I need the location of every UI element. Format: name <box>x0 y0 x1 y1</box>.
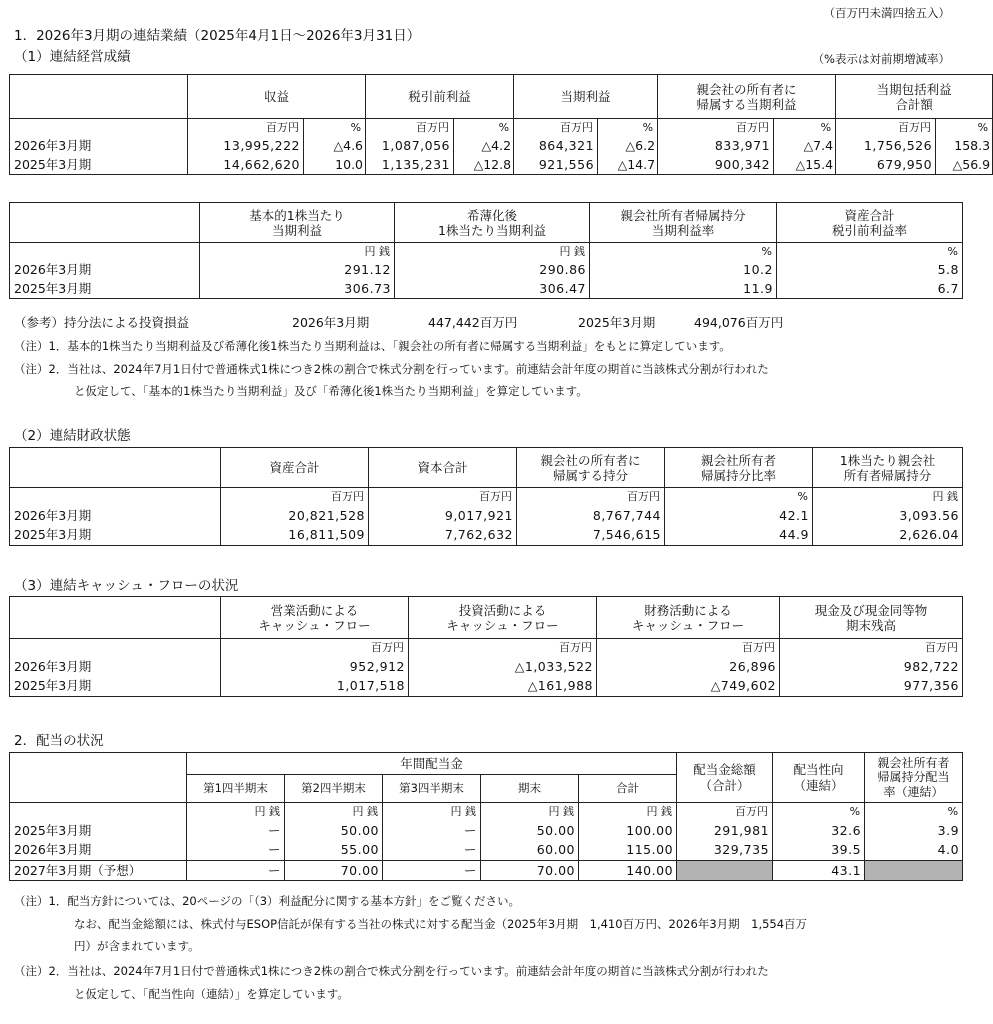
unit-cell: 百万円 <box>780 639 963 657</box>
row-label: 2025年3月期 <box>10 280 200 299</box>
unit-cell: 百万円 <box>677 803 773 821</box>
unit-cell: % <box>777 243 963 261</box>
unit-cell: 円 銭 <box>383 803 481 821</box>
unit-cell: 百万円 <box>221 488 369 506</box>
cell: 7,762,632 <box>369 526 517 546</box>
cell: 900,342 <box>658 156 774 175</box>
header-q3: 第3四半期末 <box>383 775 481 803</box>
row-label: 2027年3月期（予想） <box>10 861 187 881</box>
table-row <box>10 280 963 299</box>
cell: 7,546,615 <box>517 526 665 546</box>
header-operating-cf: 営業活動による キャッシュ・フロー <box>221 597 409 639</box>
rounding-note: （百万円未満四捨五入） <box>823 6 950 20</box>
table-row <box>10 526 963 546</box>
section1-title: 1．2026年3月期の連結業績（2025年4月1日～2026年3月31日） <box>14 28 421 44</box>
header-cash-balance: 現金及び現金同等物 期末残高 <box>780 597 963 639</box>
corner-cell <box>10 753 187 803</box>
cell-shaded <box>865 861 963 881</box>
cell: 4.0 <box>865 841 963 861</box>
per-share-table <box>9 202 963 299</box>
unit-cell: 円 銭 <box>187 803 285 821</box>
note-2-line1: （注）2．当社は、2024年7月1日付で普通株式1株につき2株の割合で株式分割を行っています。前連結会計年度の期首に当該株式分割が行われた <box>14 362 769 376</box>
cell: 290.86 <box>395 261 590 280</box>
cell: 100.00 <box>579 821 677 841</box>
cell: 158.3 <box>936 137 993 156</box>
header-bps: 1株当たり親会社 所有者帰属持分 <box>813 448 963 488</box>
header-comprehensive-income: 当期包括利益 合計額 <box>836 75 993 119</box>
unit-cell: % <box>865 803 963 821</box>
row-label: 2026年3月期 <box>10 261 200 280</box>
row-label: 2026年3月期 <box>10 657 221 677</box>
cell: ー <box>187 821 285 841</box>
row-label: 2026年3月期 <box>10 137 188 156</box>
cell: 9,017,921 <box>369 506 517 526</box>
unit-label-cell <box>10 639 221 657</box>
cell: 11.9 <box>590 280 777 299</box>
cell: 306.73 <box>200 280 395 299</box>
cell: ー <box>187 841 285 861</box>
row-label: 2026年3月期 <box>10 841 187 861</box>
cell: △12.8 <box>454 156 514 175</box>
corner-cell <box>10 75 188 119</box>
table-row <box>10 841 963 861</box>
cell: ー <box>383 841 481 861</box>
cell: 306.47 <box>395 280 590 299</box>
header-diluted-eps: 希薄化後 1株当たり当期利益 <box>395 203 590 243</box>
cell-shaded <box>677 861 773 881</box>
table-row <box>10 821 963 841</box>
cell: 42.1 <box>665 506 813 526</box>
unit-cell: 百万円 <box>836 119 936 137</box>
header-pretax-profit: 税引前利益 <box>366 75 514 119</box>
table-row <box>10 261 963 280</box>
header-roa: 資産合計 税引前利益率 <box>777 203 963 243</box>
cell: 44.9 <box>665 526 813 546</box>
cell: 833,971 <box>658 137 774 156</box>
header-equity-ratio: 親会社所有者 帰属持分比率 <box>665 448 813 488</box>
unit-cell: % <box>936 119 993 137</box>
cell: 70.00 <box>285 861 383 881</box>
unit-cell: 百万円 <box>366 119 454 137</box>
cell: 291,981 <box>677 821 773 841</box>
unit-cell: 円 銭 <box>395 243 590 261</box>
div-note-1-line3: 円）が含まれています。 <box>74 939 200 953</box>
cell: 13,995,222 <box>188 137 304 156</box>
sub2-title: （2）連結財政状態 <box>14 428 131 444</box>
cell: 2,626.04 <box>813 526 963 546</box>
cell: 10.0 <box>304 156 366 175</box>
header-total-dividend: 配当金総額 （合計） <box>677 753 773 803</box>
unit-cell: 百万円 <box>597 639 780 657</box>
sub3-title: （3）連結キャッシュ・フローの状況 <box>14 578 239 594</box>
dividend-table <box>9 752 963 881</box>
cell: 60.00 <box>481 841 579 861</box>
unit-cell: 百万円 <box>517 488 665 506</box>
table-row <box>10 156 993 175</box>
unit-cell: % <box>774 119 836 137</box>
div-note-1-line1: （注）1．配当方針については、20ページの「（3）利益配分に関する基本方針」をご覧ください。 <box>14 894 521 908</box>
cell: △749,602 <box>597 677 780 697</box>
cell: 1,087,056 <box>366 137 454 156</box>
row-label: 2025年3月期 <box>10 156 188 175</box>
unit-label-cell <box>10 243 200 261</box>
cell: 679,950 <box>836 156 936 175</box>
unit-cell: % <box>590 243 777 261</box>
cell: △56.9 <box>936 156 993 175</box>
table-row <box>10 657 963 677</box>
cell: 32.6 <box>773 821 865 841</box>
cell: 921,556 <box>514 156 598 175</box>
header-annual-total: 合計 <box>579 775 677 803</box>
row-label: 2025年3月期 <box>10 821 187 841</box>
cell: △1,033,522 <box>409 657 597 677</box>
table-row <box>10 677 963 697</box>
unit-label-cell <box>10 803 187 821</box>
cell: 952,912 <box>221 657 409 677</box>
cell: 26,896 <box>597 657 780 677</box>
reference-fy2026-value: 447,442百万円 <box>428 315 518 330</box>
cell: △7.4 <box>774 137 836 156</box>
unit-label-cell <box>10 119 188 137</box>
note-2-line2: と仮定して、「基本的1株当たり当期利益」及び「希薄化後1株当たり当期利益」を算定しています。 <box>74 384 588 398</box>
unit-cell: 百万円 <box>369 488 517 506</box>
cell: 14,662,620 <box>188 156 304 175</box>
unit-cell: 円 銭 <box>200 243 395 261</box>
header-payout-ratio: 配当性向 （連結） <box>773 753 865 803</box>
unit-cell: 百万円 <box>409 639 597 657</box>
header-net-profit: 当期利益 <box>514 75 658 119</box>
cell: 864,321 <box>514 137 598 156</box>
unit-cell: % <box>304 119 366 137</box>
unit-label-cell <box>10 488 221 506</box>
cell: 140.00 <box>579 861 677 881</box>
row-label: 2026年3月期 <box>10 506 221 526</box>
cell: 329,735 <box>677 841 773 861</box>
reference-fy2025-value: 494,076百万円 <box>694 315 784 330</box>
unit-cell: 百万円 <box>221 639 409 657</box>
cell: 5.8 <box>777 261 963 280</box>
table-row-forecast <box>10 861 963 881</box>
unit-cell: 円 銭 <box>579 803 677 821</box>
cell: △4.2 <box>454 137 514 156</box>
unit-cell: 円 銭 <box>813 488 963 506</box>
table-row <box>10 506 963 526</box>
cell: 50.00 <box>285 821 383 841</box>
cell: 115.00 <box>579 841 677 861</box>
unit-cell: 円 銭 <box>285 803 383 821</box>
cell: 3,093.56 <box>813 506 963 526</box>
div-note-2-line1: （注）2．当社は、2024年7月1日付で普通株式1株につき2株の割合で株式分割を行っています。前連結会計年度の期首に当該株式分割が行われた <box>14 964 769 978</box>
cell: 43.1 <box>773 861 865 881</box>
cell: 291.12 <box>200 261 395 280</box>
unit-cell: % <box>454 119 514 137</box>
cell: 6.7 <box>777 280 963 299</box>
header-basic-eps: 基本的1株当たり 当期利益 <box>200 203 395 243</box>
unit-cell: 百万円 <box>188 119 304 137</box>
header-financing-cf: 財務活動による キャッシュ・フロー <box>597 597 780 639</box>
cell: 16,811,509 <box>221 526 369 546</box>
cell: △14.7 <box>598 156 658 175</box>
cell: △6.2 <box>598 137 658 156</box>
row-label: 2025年3月期 <box>10 677 221 697</box>
cell: 39.5 <box>773 841 865 861</box>
unit-cell: % <box>665 488 813 506</box>
cell: △4.6 <box>304 137 366 156</box>
unit-cell: 百万円 <box>514 119 598 137</box>
header-total-equity: 資本合計 <box>369 448 517 488</box>
unit-cell: 円 銭 <box>481 803 579 821</box>
section2-title: 2．配当の状況 <box>14 733 104 749</box>
header-total-assets: 資産合計 <box>221 448 369 488</box>
table-row <box>10 137 993 156</box>
cell: ー <box>383 821 481 841</box>
cell: △161,988 <box>409 677 597 697</box>
cell: 70.00 <box>481 861 579 881</box>
sub1-title: （1）連結経営成績 <box>14 49 131 65</box>
financial-position-table <box>9 447 963 546</box>
cell: ー <box>383 861 481 881</box>
header-roe: 親会社所有者帰属持分 当期利益率 <box>590 203 777 243</box>
cell: 10.2 <box>590 261 777 280</box>
cash-flow-table <box>9 596 963 697</box>
cell: △15.4 <box>774 156 836 175</box>
header-investing-cf: 投資活動による キャッシュ・フロー <box>409 597 597 639</box>
cell: ー <box>187 861 285 881</box>
reference-label: （参考）持分法による投資損益 <box>14 315 190 330</box>
unit-cell: 百万円 <box>658 119 774 137</box>
reference-fy2025-label: 2025年3月期 <box>578 315 656 330</box>
cell: 1,756,526 <box>836 137 936 156</box>
corner-cell <box>10 448 221 488</box>
cell: 50.00 <box>481 821 579 841</box>
header-q1: 第1四半期末 <box>187 775 285 803</box>
div-note-2-line2: と仮定して、「配当性向（連結）」を算定しています。 <box>74 987 349 1001</box>
header-revenue: 収益 <box>188 75 366 119</box>
cell: 55.00 <box>285 841 383 861</box>
corner-cell <box>10 597 221 639</box>
operating-results-table <box>9 74 993 175</box>
unit-cell: % <box>773 803 865 821</box>
note-1: （注）1．基本的1株当たり当期利益及び希薄化後1株当たり当期利益は、「親会社の所有者に帰属する当期利益」をもとに算定しています。 <box>14 339 731 353</box>
header-profit-owners: 親会社の所有者に 帰属する当期利益 <box>658 75 836 119</box>
header-doe: 親会社所有者 帰属持分配当 率（連結） <box>865 753 963 803</box>
cell: 982,722 <box>780 657 963 677</box>
div-note-1-line2: なお、配当金総額には、株式付与ESOP信託が保有する当社の株式に対する配当金（2025年3月期 1,410百万円、2026年3月期 1,554百万 <box>74 917 808 931</box>
cell: 1,017,518 <box>221 677 409 697</box>
header-year-end: 期末 <box>481 775 579 803</box>
cell: 20,821,528 <box>221 506 369 526</box>
cell: 1,135,231 <box>366 156 454 175</box>
cell: 8,767,744 <box>517 506 665 526</box>
header-annual-dividend: 年間配当金 <box>187 753 677 775</box>
header-q2: 第2四半期末 <box>285 775 383 803</box>
unit-cell: % <box>598 119 658 137</box>
header-owners-equity: 親会社の所有者に 帰属する持分 <box>517 448 665 488</box>
cell: 3.9 <box>865 821 963 841</box>
cell: 977,356 <box>780 677 963 697</box>
pct-note: （%表示は対前期増減率） <box>812 52 950 66</box>
reference-fy2026-label: 2026年3月期 <box>292 315 370 330</box>
row-label: 2025年3月期 <box>10 526 221 546</box>
corner-cell <box>10 203 200 243</box>
